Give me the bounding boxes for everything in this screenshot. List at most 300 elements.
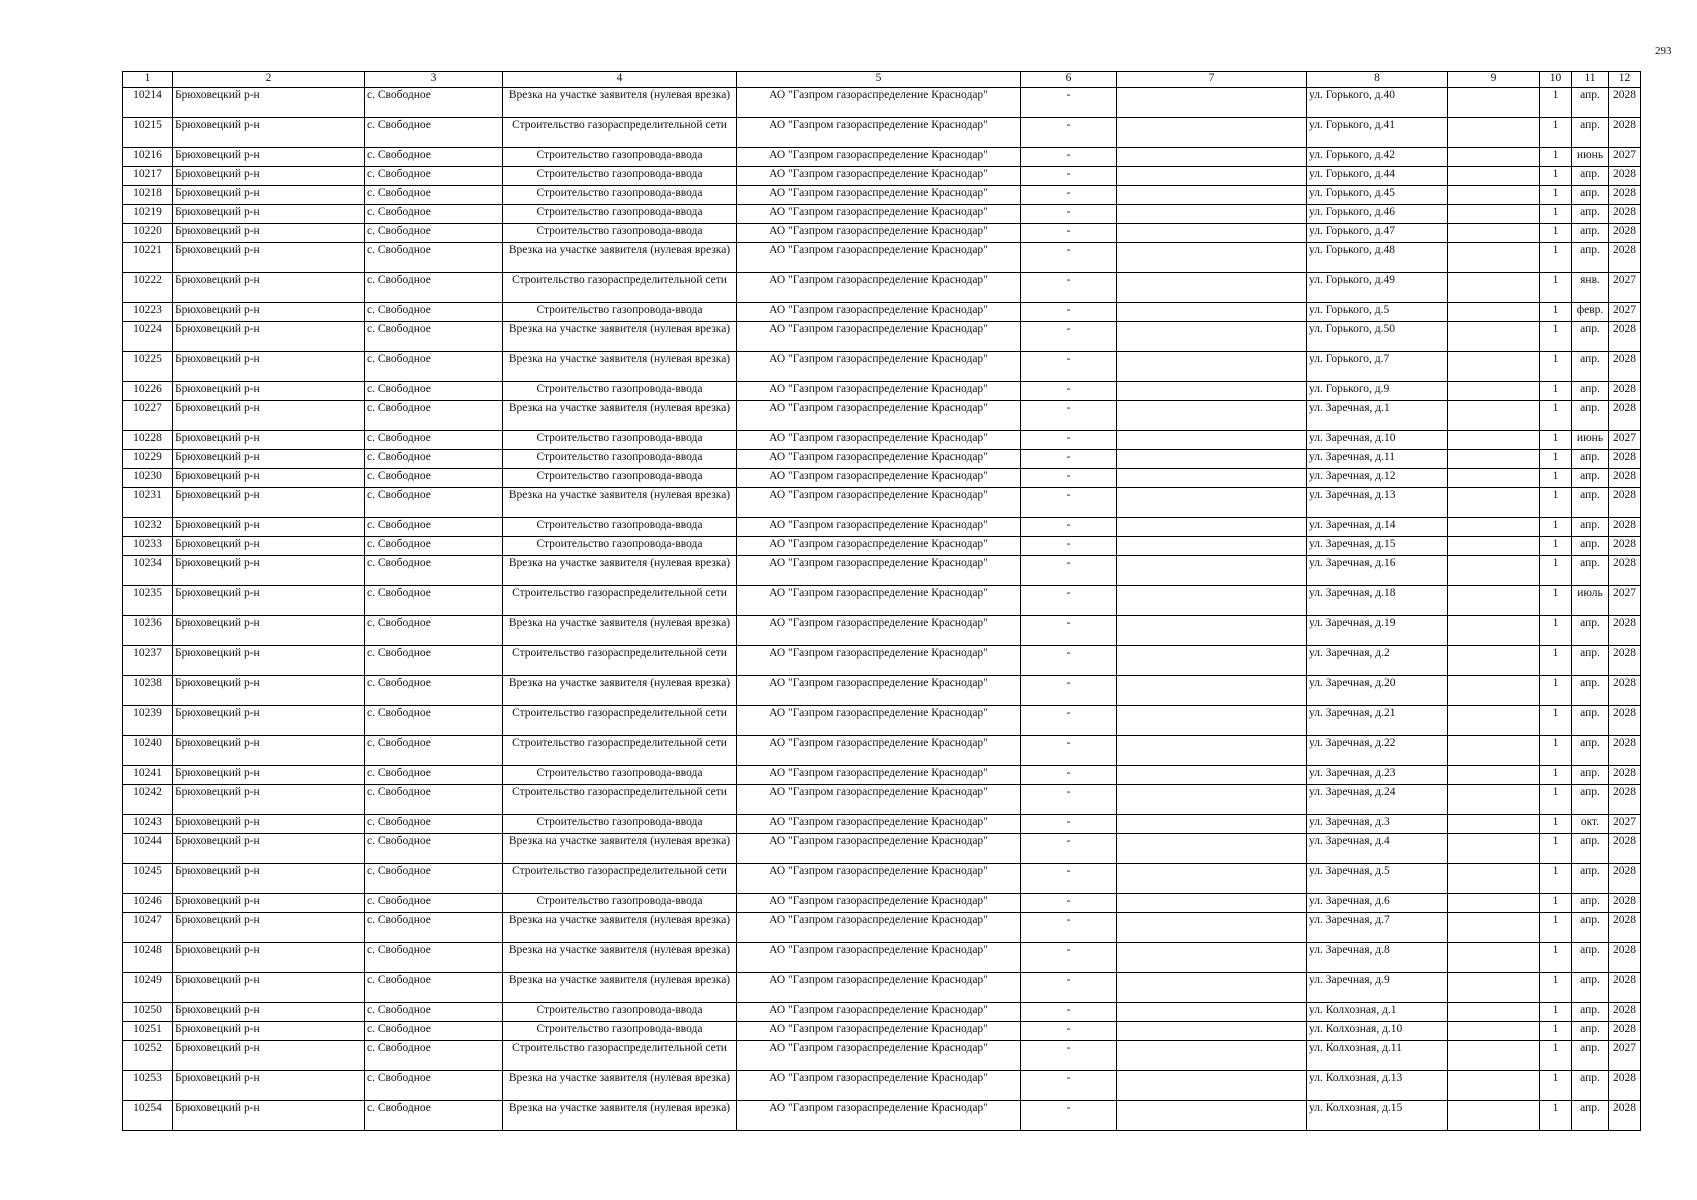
quantity-cell: 1	[1540, 586, 1572, 616]
table-row	[123, 243, 1641, 273]
organization-cell: АО "Газпром газораспределение Краснодар"	[737, 488, 1021, 518]
row-number: 10236	[123, 616, 173, 646]
col9-cell	[1448, 586, 1540, 616]
col9-cell	[1448, 1003, 1540, 1022]
table-row	[123, 488, 1641, 518]
month-cell: апр.	[1572, 167, 1609, 186]
table-row	[123, 556, 1641, 586]
work-type-cell: Врезка на участке заявителя (нулевая врезка)	[503, 834, 737, 864]
work-type-cell: Строительство газопровода-ввода	[503, 148, 737, 167]
work-type-cell: Строительство газопровода-ввода	[503, 894, 737, 913]
district-cell: Брюховецкий р-н	[173, 556, 365, 586]
col6-cell: -	[1021, 676, 1117, 706]
work-type-cell: Строительство газопровода-ввода	[503, 1022, 737, 1041]
year-cell: 2028	[1609, 766, 1641, 785]
col9-cell	[1448, 913, 1540, 943]
work-type-cell: Врезка на участке заявителя (нулевая врезка)	[503, 352, 737, 382]
col9-cell	[1448, 537, 1540, 556]
quantity-cell: 1	[1540, 894, 1572, 913]
col-header: 8	[1307, 72, 1448, 88]
row-number: 10248	[123, 943, 173, 973]
col9-cell	[1448, 488, 1540, 518]
organization-cell: АО "Газпром газораспределение Краснодар"	[737, 1022, 1021, 1041]
col9-cell	[1448, 1101, 1540, 1131]
district-cell: Брюховецкий р-н	[173, 322, 365, 352]
quantity-cell: 1	[1540, 243, 1572, 273]
quantity-cell: 1	[1540, 973, 1572, 1003]
month-cell: окт.	[1572, 815, 1609, 834]
address-cell: ул. Заречная, д.23	[1307, 766, 1448, 785]
address-cell: ул. Заречная, д.11	[1307, 450, 1448, 469]
table-row	[123, 913, 1641, 943]
row-number: 10214	[123, 88, 173, 118]
quantity-cell: 1	[1540, 118, 1572, 148]
month-cell: апр.	[1572, 943, 1609, 973]
col9-cell	[1448, 518, 1540, 537]
organization-cell: АО "Газпром газораспределение Краснодар"	[737, 864, 1021, 894]
address-cell: ул. Горького, д.40	[1307, 88, 1448, 118]
quantity-cell: 1	[1540, 834, 1572, 864]
quantity-cell: 1	[1540, 303, 1572, 322]
year-cell: 2028	[1609, 736, 1641, 766]
col7-cell	[1117, 815, 1307, 834]
address-cell: ул. Колхозная, д.1	[1307, 1003, 1448, 1022]
organization-cell: АО "Газпром газораспределение Краснодар"	[737, 243, 1021, 273]
year-cell: 2028	[1609, 1101, 1641, 1131]
address-cell: ул. Заречная, д.18	[1307, 586, 1448, 616]
month-cell: апр.	[1572, 736, 1609, 766]
col6-cell: -	[1021, 646, 1117, 676]
row-number: 10235	[123, 586, 173, 616]
table-row	[123, 815, 1641, 834]
col7-cell	[1117, 352, 1307, 382]
col7-cell	[1117, 1003, 1307, 1022]
col7-cell	[1117, 973, 1307, 1003]
col-header: 2	[173, 72, 365, 88]
col7-cell	[1117, 943, 1307, 973]
organization-cell: АО "Газпром газораспределение Краснодар"	[737, 815, 1021, 834]
col-header: 6	[1021, 72, 1117, 88]
col-header: 3	[365, 72, 503, 88]
month-cell: апр.	[1572, 205, 1609, 224]
col6-cell: -	[1021, 815, 1117, 834]
settlement-cell: с. Свободное	[365, 834, 503, 864]
col7-cell	[1117, 1041, 1307, 1071]
row-number: 10228	[123, 431, 173, 450]
year-cell: 2028	[1609, 205, 1641, 224]
row-number: 10241	[123, 766, 173, 785]
month-cell: апр.	[1572, 488, 1609, 518]
year-cell: 2028	[1609, 167, 1641, 186]
month-cell: апр.	[1572, 224, 1609, 243]
organization-cell: АО "Газпром газораспределение Краснодар"	[737, 1003, 1021, 1022]
quantity-cell: 1	[1540, 616, 1572, 646]
table-row	[123, 736, 1641, 766]
district-cell: Брюховецкий р-н	[173, 88, 365, 118]
settlement-cell: с. Свободное	[365, 1041, 503, 1071]
table-row	[123, 616, 1641, 646]
settlement-cell: с. Свободное	[365, 224, 503, 243]
month-cell: апр.	[1572, 322, 1609, 352]
settlement-cell: с. Свободное	[365, 973, 503, 1003]
year-cell: 2027	[1609, 148, 1641, 167]
work-type-cell: Строительство газопровода-ввода	[503, 303, 737, 322]
table-row	[123, 973, 1641, 1003]
row-number: 10250	[123, 1003, 173, 1022]
address-cell: ул. Горького, д.7	[1307, 352, 1448, 382]
year-cell: 2028	[1609, 537, 1641, 556]
year-cell: 2028	[1609, 1071, 1641, 1101]
table-row	[123, 431, 1641, 450]
year-cell: 2028	[1609, 616, 1641, 646]
quantity-cell: 1	[1540, 736, 1572, 766]
quantity-cell: 1	[1540, 815, 1572, 834]
col9-cell	[1448, 973, 1540, 1003]
organization-cell: АО "Газпром газораспределение Краснодар"	[737, 352, 1021, 382]
table-row	[123, 676, 1641, 706]
district-cell: Брюховецкий р-н	[173, 303, 365, 322]
month-cell: апр.	[1572, 706, 1609, 736]
organization-cell: АО "Газпром газораспределение Краснодар"	[737, 785, 1021, 815]
quantity-cell: 1	[1540, 488, 1572, 518]
quantity-cell: 1	[1540, 785, 1572, 815]
district-cell: Брюховецкий р-н	[173, 1003, 365, 1022]
col9-cell	[1448, 224, 1540, 243]
table-row	[123, 1041, 1641, 1071]
settlement-cell: с. Свободное	[365, 431, 503, 450]
col9-cell	[1448, 352, 1540, 382]
month-cell: апр.	[1572, 556, 1609, 586]
quantity-cell: 1	[1540, 1022, 1572, 1041]
col7-cell	[1117, 864, 1307, 894]
settlement-cell: с. Свободное	[365, 766, 503, 785]
table-row	[123, 382, 1641, 401]
settlement-cell: с. Свободное	[365, 943, 503, 973]
col6-cell: -	[1021, 834, 1117, 864]
col-header: 4	[503, 72, 737, 88]
month-cell: апр.	[1572, 1003, 1609, 1022]
row-number: 10251	[123, 1022, 173, 1041]
address-cell: ул. Колхозная, д.10	[1307, 1022, 1448, 1041]
col9-cell	[1448, 864, 1540, 894]
work-type-cell: Строительство газораспределительной сети	[503, 646, 737, 676]
col6-cell: -	[1021, 88, 1117, 118]
district-cell: Брюховецкий р-н	[173, 1071, 365, 1101]
year-cell: 2028	[1609, 864, 1641, 894]
year-cell: 2028	[1609, 88, 1641, 118]
district-cell: Брюховецкий р-н	[173, 736, 365, 766]
year-cell: 2028	[1609, 382, 1641, 401]
address-cell: ул. Заречная, д.12	[1307, 469, 1448, 488]
col6-cell: -	[1021, 186, 1117, 205]
row-number: 10219	[123, 205, 173, 224]
row-number: 10221	[123, 243, 173, 273]
settlement-cell: с. Свободное	[365, 864, 503, 894]
month-cell: апр.	[1572, 864, 1609, 894]
col9-cell	[1448, 1022, 1540, 1041]
col6-cell: -	[1021, 864, 1117, 894]
quantity-cell: 1	[1540, 148, 1572, 167]
district-cell: Брюховецкий р-н	[173, 973, 365, 1003]
row-number: 10237	[123, 646, 173, 676]
organization-cell: АО "Газпром газораспределение Краснодар"	[737, 913, 1021, 943]
district-cell: Брюховецкий р-н	[173, 205, 365, 224]
row-number: 10252	[123, 1041, 173, 1071]
work-type-cell: Строительство газопровода-ввода	[503, 205, 737, 224]
address-cell: ул. Заречная, д.13	[1307, 488, 1448, 518]
col9-cell	[1448, 243, 1540, 273]
quantity-cell: 1	[1540, 273, 1572, 303]
quantity-cell: 1	[1540, 352, 1572, 382]
year-cell: 2028	[1609, 894, 1641, 913]
work-type-cell: Строительство газопровода-ввода	[503, 1003, 737, 1022]
col7-cell	[1117, 537, 1307, 556]
table-row	[123, 450, 1641, 469]
settlement-cell: с. Свободное	[365, 736, 503, 766]
settlement-cell: с. Свободное	[365, 537, 503, 556]
col9-cell	[1448, 205, 1540, 224]
month-cell: апр.	[1572, 616, 1609, 646]
work-type-cell: Врезка на участке заявителя (нулевая врезка)	[503, 88, 737, 118]
col7-cell	[1117, 1022, 1307, 1041]
col9-cell	[1448, 450, 1540, 469]
table-row	[123, 766, 1641, 785]
organization-cell: АО "Газпром газораспределение Краснодар"	[737, 676, 1021, 706]
address-cell: ул. Заречная, д.9	[1307, 973, 1448, 1003]
organization-cell: АО "Газпром газораспределение Краснодар"	[737, 894, 1021, 913]
quantity-cell: 1	[1540, 518, 1572, 537]
quantity-cell: 1	[1540, 943, 1572, 973]
address-cell: ул. Горького, д.5	[1307, 303, 1448, 322]
settlement-cell: с. Свободное	[365, 894, 503, 913]
month-cell: апр.	[1572, 785, 1609, 815]
work-type-cell: Врезка на участке заявителя (нулевая врезка)	[503, 488, 737, 518]
col6-cell: -	[1021, 973, 1117, 1003]
month-cell: апр.	[1572, 382, 1609, 401]
col7-cell	[1117, 646, 1307, 676]
work-type-cell: Строительство газопровода-ввода	[503, 224, 737, 243]
address-cell: ул. Заречная, д.20	[1307, 676, 1448, 706]
month-cell: июнь	[1572, 148, 1609, 167]
work-type-cell: Врезка на участке заявителя (нулевая врезка)	[503, 973, 737, 1003]
col6-cell: -	[1021, 706, 1117, 736]
organization-cell: АО "Газпром газораспределение Краснодар"	[737, 616, 1021, 646]
quantity-cell: 1	[1540, 382, 1572, 401]
district-cell: Брюховецкий р-н	[173, 864, 365, 894]
row-number: 10230	[123, 469, 173, 488]
district-cell: Брюховецкий р-н	[173, 676, 365, 706]
organization-cell: АО "Газпром газораспределение Краснодар"	[737, 518, 1021, 537]
month-cell: апр.	[1572, 973, 1609, 1003]
settlement-cell: с. Свободное	[365, 88, 503, 118]
district-cell: Брюховецкий р-н	[173, 815, 365, 834]
row-number: 10234	[123, 556, 173, 586]
row-number: 10249	[123, 973, 173, 1003]
row-number: 10242	[123, 785, 173, 815]
col7-cell	[1117, 469, 1307, 488]
table-row	[123, 646, 1641, 676]
organization-cell: АО "Газпром газораспределение Краснодар"	[737, 1071, 1021, 1101]
address-cell: ул. Горького, д.9	[1307, 382, 1448, 401]
quantity-cell: 1	[1540, 1041, 1572, 1071]
col6-cell: -	[1021, 352, 1117, 382]
row-number: 10254	[123, 1101, 173, 1131]
address-cell: ул. Горького, д.44	[1307, 167, 1448, 186]
year-cell: 2028	[1609, 834, 1641, 864]
col7-cell	[1117, 205, 1307, 224]
row-number: 10222	[123, 273, 173, 303]
col7-cell	[1117, 834, 1307, 864]
row-number: 10227	[123, 401, 173, 431]
col6-cell: -	[1021, 148, 1117, 167]
header-row	[123, 72, 1641, 88]
settlement-cell: с. Свободное	[365, 616, 503, 646]
table-row	[123, 943, 1641, 973]
organization-cell: АО "Газпром газораспределение Краснодар"	[737, 973, 1021, 1003]
district-cell: Брюховецкий р-н	[173, 186, 365, 205]
col-header: 12	[1609, 72, 1641, 88]
year-cell: 2028	[1609, 186, 1641, 205]
settlement-cell: с. Свободное	[365, 1071, 503, 1101]
month-cell: апр.	[1572, 469, 1609, 488]
district-cell: Брюховецкий р-н	[173, 785, 365, 815]
table-row	[123, 894, 1641, 913]
address-cell: ул. Колхозная, д.13	[1307, 1071, 1448, 1101]
month-cell: апр.	[1572, 834, 1609, 864]
table-row	[123, 148, 1641, 167]
table-row	[123, 785, 1641, 815]
quantity-cell: 1	[1540, 1003, 1572, 1022]
year-cell: 2028	[1609, 913, 1641, 943]
col6-cell: -	[1021, 586, 1117, 616]
year-cell: 2028	[1609, 488, 1641, 518]
district-cell: Брюховецкий р-н	[173, 943, 365, 973]
settlement-cell: с. Свободное	[365, 1003, 503, 1022]
quantity-cell: 1	[1540, 556, 1572, 586]
year-cell: 2027	[1609, 815, 1641, 834]
work-type-cell: Строительство газопровода-ввода	[503, 167, 737, 186]
table-row	[123, 1101, 1641, 1131]
col6-cell: -	[1021, 736, 1117, 766]
col7-cell	[1117, 676, 1307, 706]
col9-cell	[1448, 322, 1540, 352]
district-cell: Брюховецкий р-н	[173, 834, 365, 864]
settlement-cell: с. Свободное	[365, 243, 503, 273]
quantity-cell: 1	[1540, 401, 1572, 431]
row-number: 10246	[123, 894, 173, 913]
quantity-cell: 1	[1540, 864, 1572, 894]
col7-cell	[1117, 148, 1307, 167]
col6-cell: -	[1021, 785, 1117, 815]
table-row	[123, 1022, 1641, 1041]
month-cell: июнь	[1572, 431, 1609, 450]
address-cell: ул. Заречная, д.10	[1307, 431, 1448, 450]
row-number: 10217	[123, 167, 173, 186]
month-cell: апр.	[1572, 913, 1609, 943]
col9-cell	[1448, 148, 1540, 167]
col9-cell	[1448, 736, 1540, 766]
work-type-cell: Врезка на участке заявителя (нулевая врезка)	[503, 243, 737, 273]
table-row	[123, 303, 1641, 322]
work-type-cell: Строительство газораспределительной сети	[503, 118, 737, 148]
address-cell: ул. Горького, д.48	[1307, 243, 1448, 273]
organization-cell: АО "Газпром газораспределение Краснодар"	[737, 186, 1021, 205]
row-number: 10223	[123, 303, 173, 322]
district-cell: Брюховецкий р-н	[173, 401, 365, 431]
col7-cell	[1117, 518, 1307, 537]
col7-cell	[1117, 913, 1307, 943]
month-cell: апр.	[1572, 243, 1609, 273]
month-cell: апр.	[1572, 401, 1609, 431]
district-cell: Брюховецкий р-н	[173, 913, 365, 943]
row-number: 10224	[123, 322, 173, 352]
organization-cell: АО "Газпром газораспределение Краснодар"	[737, 382, 1021, 401]
col7-cell	[1117, 785, 1307, 815]
district-cell: Брюховецкий р-н	[173, 224, 365, 243]
settlement-cell: с. Свободное	[365, 815, 503, 834]
address-cell: ул. Горького, д.46	[1307, 205, 1448, 224]
organization-cell: АО "Газпром газораспределение Краснодар"	[737, 766, 1021, 785]
work-type-cell: Врезка на участке заявителя (нулевая врезка)	[503, 943, 737, 973]
address-cell: ул. Заречная, д.6	[1307, 894, 1448, 913]
district-cell: Брюховецкий р-н	[173, 537, 365, 556]
table-row	[123, 352, 1641, 382]
month-cell: апр.	[1572, 352, 1609, 382]
organization-cell: АО "Газпром газораспределение Краснодар"	[737, 586, 1021, 616]
col7-cell	[1117, 88, 1307, 118]
district-cell: Брюховецкий р-н	[173, 646, 365, 676]
year-cell: 2028	[1609, 118, 1641, 148]
work-type-cell: Строительство газопровода-ввода	[503, 382, 737, 401]
row-number: 10238	[123, 676, 173, 706]
col9-cell	[1448, 88, 1540, 118]
district-cell: Брюховецкий р-н	[173, 382, 365, 401]
work-type-cell: Строительство газопровода-ввода	[503, 469, 737, 488]
year-cell: 2028	[1609, 243, 1641, 273]
organization-cell: АО "Газпром газораспределение Краснодар"	[737, 706, 1021, 736]
quantity-cell: 1	[1540, 1071, 1572, 1101]
district-cell: Брюховецкий р-н	[173, 148, 365, 167]
col7-cell	[1117, 736, 1307, 766]
address-cell: ул. Горького, д.49	[1307, 273, 1448, 303]
col7-cell	[1117, 186, 1307, 205]
quantity-cell: 1	[1540, 469, 1572, 488]
quantity-cell: 1	[1540, 88, 1572, 118]
col6-cell: -	[1021, 243, 1117, 273]
quantity-cell: 1	[1540, 322, 1572, 352]
col6-cell: -	[1021, 167, 1117, 186]
col7-cell	[1117, 382, 1307, 401]
address-cell: ул. Заречная, д.1	[1307, 401, 1448, 431]
address-cell: ул. Заречная, д.3	[1307, 815, 1448, 834]
col9-cell	[1448, 167, 1540, 186]
organization-cell: АО "Газпром газораспределение Краснодар"	[737, 205, 1021, 224]
quantity-cell: 1	[1540, 1101, 1572, 1131]
col6-cell: -	[1021, 273, 1117, 303]
organization-cell: АО "Газпром газораспределение Краснодар"	[737, 167, 1021, 186]
organization-cell: АО "Газпром газораспределение Краснодар"	[737, 1041, 1021, 1071]
district-cell: Брюховецкий р-н	[173, 894, 365, 913]
quantity-cell: 1	[1540, 676, 1572, 706]
row-number: 10232	[123, 518, 173, 537]
work-type-cell: Врезка на участке заявителя (нулевая врезка)	[503, 556, 737, 586]
col6-cell: -	[1021, 224, 1117, 243]
district-cell: Брюховецкий р-н	[173, 518, 365, 537]
col6-cell: -	[1021, 205, 1117, 224]
month-cell: февр.	[1572, 303, 1609, 322]
district-cell: Брюховецкий р-н	[173, 167, 365, 186]
work-type-cell: Врезка на участке заявителя (нулевая врезка)	[503, 322, 737, 352]
